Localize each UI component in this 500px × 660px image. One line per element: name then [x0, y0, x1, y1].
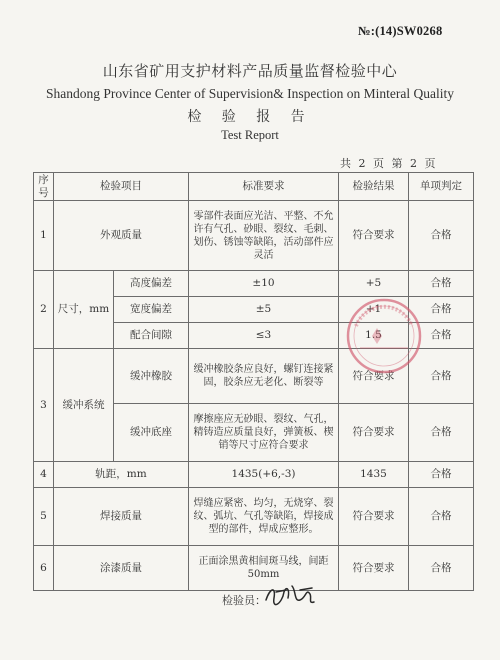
sub-result: 符合要求 [339, 349, 409, 404]
row-seq: 2 [34, 271, 54, 349]
row-item: 尺寸，mm [54, 271, 114, 349]
header-seq: 序号 [34, 173, 54, 201]
sub-result: 符合要求 [339, 404, 409, 462]
row-seq: 5 [34, 488, 54, 546]
header-standard: 标准要求 [189, 173, 339, 201]
report-number: №:(14)SW0268 [358, 24, 443, 38]
table-row [34, 201, 474, 271]
report-title-cn: 检 验 报 告 [187, 109, 313, 125]
header-item: 检验项目 [54, 173, 189, 201]
sub-verdict: 合格 [409, 349, 474, 404]
row-result: 1435 [339, 462, 409, 488]
row-standard: 正面涂黑黄相间斑马线，间距50mm [189, 546, 339, 591]
sub-verdict: 合格 [409, 323, 474, 349]
sub-item: 宽度偏差 [114, 297, 189, 323]
row-verdict: 合格 [409, 201, 474, 271]
row-verdict: 合格 [409, 546, 474, 591]
inspection-seal-icon [344, 296, 424, 376]
page-info: 共 2 页 第 2 页 [340, 157, 436, 170]
sub-result: +1 [339, 297, 409, 323]
row-item: 缓冲系统 [54, 349, 114, 462]
row-verdict: 合格 [409, 462, 474, 488]
row-result: 符合要求 [339, 488, 409, 546]
table-header-row [34, 173, 474, 201]
row-seq: 4 [34, 462, 54, 488]
row-item: 轨距，mm [54, 462, 189, 488]
row-item: 外观质量 [54, 201, 189, 271]
signature-icon [262, 580, 322, 610]
row-seq: 3 [34, 349, 54, 462]
sub-standard: 摩擦座应无砂眼、裂纹、气孔，精铸造应质量良好，弹簧板、楔销等尺寸应符合要求 [189, 404, 339, 462]
org-name-en: Shandong Province Center of Supervision& Inspection on Minteral Quality [46, 86, 454, 101]
sub-item: 缓冲橡胶 [114, 349, 189, 404]
inspection-table [33, 172, 474, 591]
sub-result: +5 [339, 271, 409, 297]
sub-verdict: 合格 [409, 297, 474, 323]
row-standard: 零部件表面应光洁、平整、不允许有气孔、砂眼、裂纹、毛刺、划伤、锈蚀等缺陷，活动部件应灵活 [189, 201, 339, 271]
row-result: 符合要求 [339, 546, 409, 591]
sub-verdict: 合格 [409, 271, 474, 297]
row-item: 涂漆质量 [54, 546, 189, 591]
row-item: 焊接质量 [54, 488, 189, 546]
row-seq: 1 [34, 201, 54, 271]
sub-verdict: 合格 [409, 404, 474, 462]
table-row [34, 462, 474, 488]
header-verdict: 单项判定 [409, 173, 474, 201]
row-result: 符合要求 [339, 201, 409, 271]
sub-item: 配合间隙 [114, 323, 189, 349]
table-row [34, 546, 474, 591]
table-row [34, 271, 474, 297]
header-result: 检验结果 [339, 173, 409, 201]
inspector-label: 检验员： [222, 594, 266, 607]
sub-item: 高度偏差 [114, 271, 189, 297]
sub-standard: ±10 [189, 271, 339, 297]
sub-standard: ≤3 [189, 323, 339, 349]
table-row [34, 488, 474, 546]
sub-result: 1.5 [339, 323, 409, 349]
row-standard: 1435(+6,-3) [189, 462, 339, 488]
row-seq: 6 [34, 546, 54, 591]
sub-standard: 缓冲橡胶条应良好，螺钉连接紧固，胶条应无老化、断裂等 [189, 349, 339, 404]
row-standard: 焊缝应紧密、均匀，无烧穿、裂纹、弧坑、气孔等缺陷，焊接成型的部件，焊成应整形。 [189, 488, 339, 546]
row-verdict: 合格 [409, 488, 474, 546]
report-title-en: Test Report [221, 128, 279, 142]
org-name-cn: 山东省矿用支护材料产品质量监督检验中心 [102, 62, 398, 80]
sub-standard: ±5 [189, 297, 339, 323]
sub-item: 缓冲底座 [114, 404, 189, 462]
